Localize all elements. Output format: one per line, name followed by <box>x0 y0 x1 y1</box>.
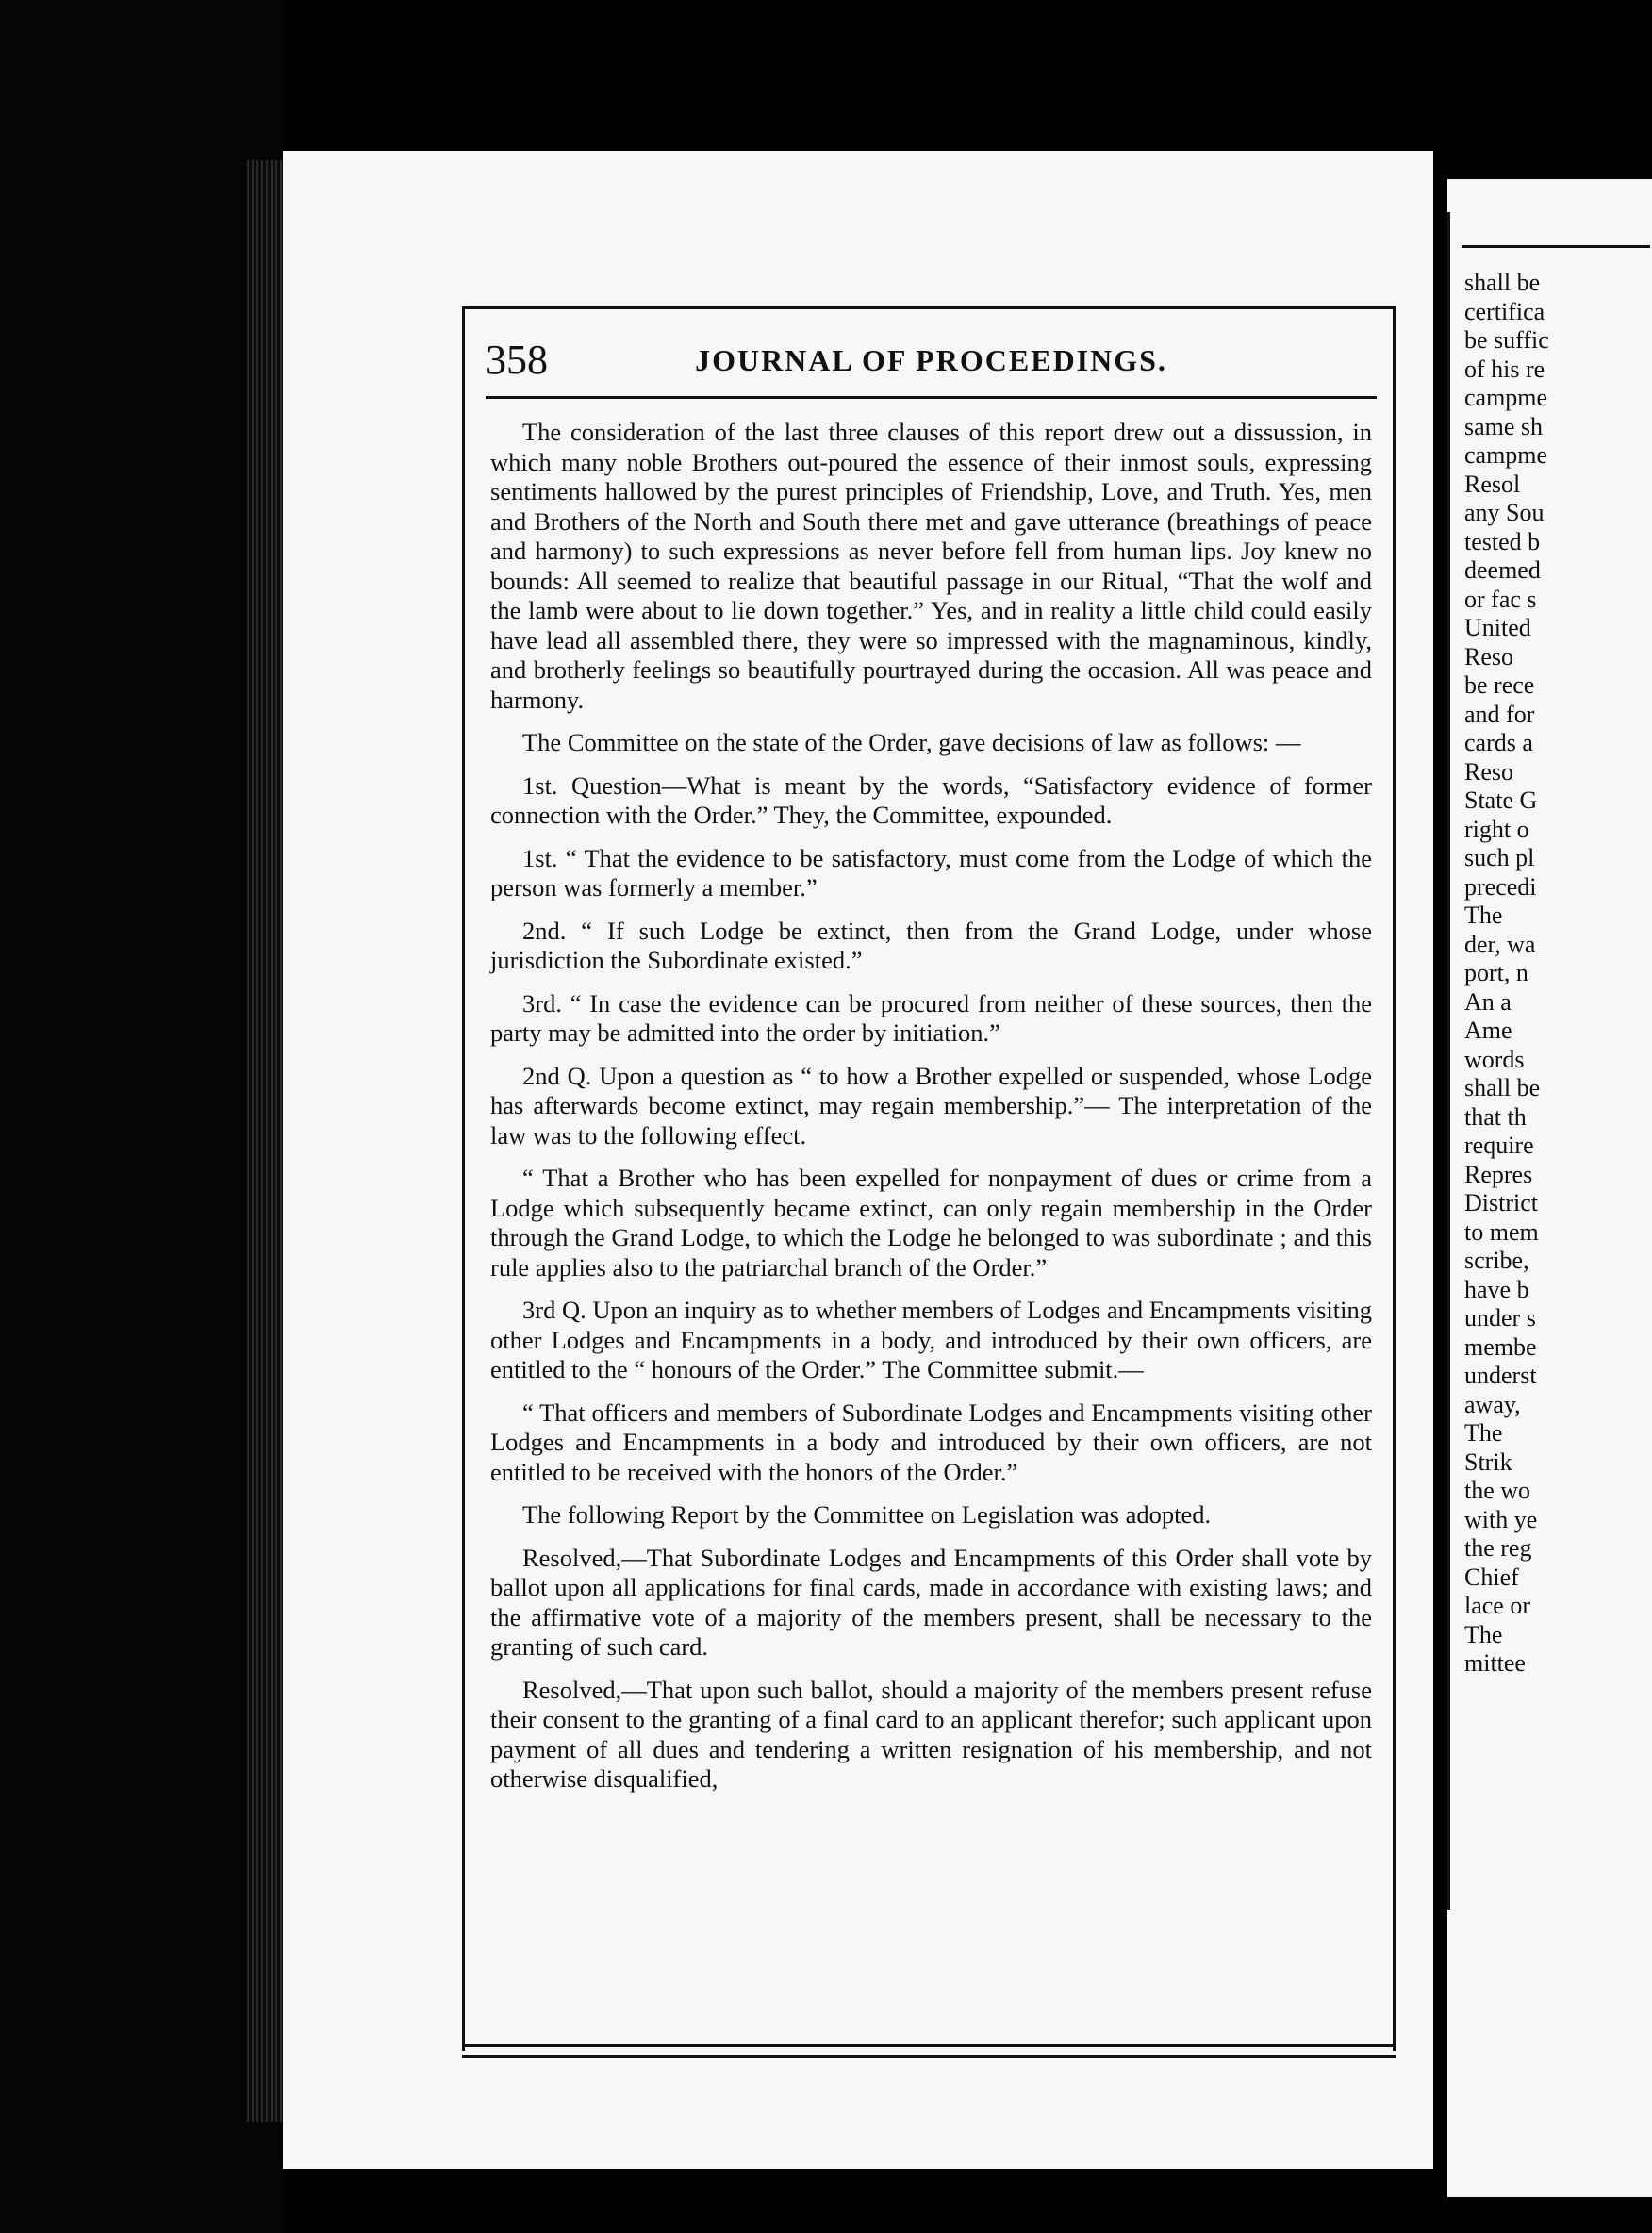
book-spine <box>0 0 283 2233</box>
right-page-line: der, wa <box>1464 930 1536 958</box>
header-rule <box>486 396 1377 399</box>
paragraph: 2nd Q. Upon a question as “ to how a Brother expelled or suspended, whose Lodge has afterwards become extinct, may regain membership.”— The interpretation of the law was to the following effect. <box>490 1061 1372 1150</box>
right-page-line: have b <box>1464 1275 1529 1303</box>
running-title: JOURNAL OF PROCEEDINGS. <box>695 343 1167 377</box>
right-page-border <box>1447 212 1450 1910</box>
right-page-line: membe <box>1464 1332 1537 1361</box>
right-page-line: Ame <box>1464 1017 1512 1044</box>
paragraph: 2nd. “ If such Lodge be extinct, then from the Grand Lodge, under whose jurisdiction the Subordinate existed.” <box>490 916 1372 974</box>
right-page-line: Resol <box>1464 470 1521 498</box>
right-page-line: Strik <box>1464 1447 1512 1476</box>
paragraph: 3rd Q. Upon an inquiry as to whether members of Lodges and Encampments visiting other Lodges and Encampments in a body, and introduced by their own officers, are entitled to the “ honours of the Order.” The Committee submit.— <box>490 1296 1372 1383</box>
right-page-line: certifica <box>1464 297 1545 325</box>
right-page-line: The <box>1464 1620 1503 1648</box>
right-page-line: Repres <box>1464 1160 1533 1188</box>
paragraph: Resolved,—That Subordinate Lodges and Encampments of this Order shall vote by ballot upon all applications for final cards, made in accordance with existing laws; and the affirmative vote of a majority of the members present, shall be necessary to the granting of such card. <box>490 1543 1372 1661</box>
paragraph: The following Report by the Committee on Legislation was adopted. <box>522 1500 1212 1529</box>
right-page-line: mittee <box>1464 1649 1526 1677</box>
right-page-line: words <box>1464 1045 1525 1073</box>
right-page-line: the wo <box>1464 1477 1531 1504</box>
right-page-line: shall be <box>1464 1074 1541 1101</box>
paragraph: The Committee on the state of the Order, gave decisions of law as follows: — <box>522 728 1301 756</box>
right-page-line: campme <box>1464 441 1548 469</box>
right-page-line: such pl <box>1464 844 1535 871</box>
paragraph: The consideration of the last three clauses of this report drew out a dissussion, in which many noble Brothers out-poured the essence of their inmost souls, expressing sentiments hallowed by the purest principles of Friendship, Love, and Truth. Yes, men and Brothers of the North and South there met and gave utterance (breathings of peace and harmony) to such expressions as never before fell from human lips. Joy knew no bounds: All seemed to realize that beautiful passage in our Ritual, “That the wolf and the lamb were about to lie down together.” Yes, and in reality a little child could easily have lead all assembled there, they were so impressed with the magnaminous, kindly, and brotherly feelings so beautifully pourtrayed during the occasion. All was peace and harmony. <box>490 418 1372 714</box>
right-page-line: require <box>1464 1132 1534 1159</box>
body-text <box>490 418 1372 1808</box>
right-page-line: port, n <box>1464 959 1528 986</box>
right-page-line: The <box>1464 901 1503 929</box>
right-page-line: cards a <box>1464 729 1533 756</box>
paragraph: “ That a Brother who has been expelled for nonpayment of dues or crime from a Lodge which subsequently became extinct, can only regain membership in the Order through the Grand Lodge, to which the Lodge he belonged to was subordinate ; and this rule applies also to the patriarchal branch of the Order.” <box>490 1164 1372 1282</box>
right-page-line: An a <box>1464 987 1512 1016</box>
paragraph: Resolved,—That upon such ballot, should a majority of the members present refuse their consent to the granting of a final card to an applicant therefor; such applicant upon payment of all dues and tendering a written resignation of his membership, and not otherwise disqualified, <box>490 1675 1372 1793</box>
right-page-line: Reso <box>1464 757 1513 786</box>
right-page-line: shall be <box>1464 269 1541 296</box>
right-page-line: campme <box>1464 384 1548 411</box>
right-page-line: that th <box>1464 1102 1527 1131</box>
right-page-line: same sh <box>1464 412 1544 440</box>
paragraph: 1st. Question—What is meant by the words, “Satisfactory evidence of former connection with the Order.” They, the Committee, expounded. <box>490 770 1372 829</box>
right-page-line: The <box>1464 1419 1503 1447</box>
right-page-line: or fac s <box>1464 585 1537 613</box>
page-edges <box>247 160 283 2122</box>
right-page-line: and for <box>1464 700 1535 728</box>
right-page-line: be suffic <box>1464 326 1549 354</box>
page-border-bottom <box>462 2044 1396 2058</box>
right-page-line: underst <box>1464 1362 1537 1389</box>
right-page-line: any Sou <box>1464 499 1545 526</box>
right-page-line: to mem <box>1464 1217 1539 1246</box>
right-page-line: scribe, <box>1464 1247 1529 1274</box>
right-page-text <box>1464 269 1652 1679</box>
page-header <box>486 328 1377 394</box>
right-page-line: under s <box>1464 1304 1536 1332</box>
right-page <box>1447 179 1652 2197</box>
right-page-line: the reg <box>1464 1534 1532 1562</box>
right-page-line: lace or <box>1464 1592 1531 1619</box>
right-page-line: of his re <box>1464 355 1545 383</box>
page-number: 358 <box>486 337 548 383</box>
right-page-line: be rece <box>1464 671 1535 699</box>
right-page-line: right o <box>1464 815 1529 843</box>
right-page-line: Reso <box>1464 642 1513 670</box>
right-page-line: tested b <box>1464 527 1541 555</box>
right-page-line: United <box>1464 614 1531 641</box>
right-page-line: with ye <box>1464 1505 1538 1533</box>
paragraph: 1st. “ That the evidence to be satisfactory, must come from the Lodge of which the person was formerly a member.” <box>490 843 1372 901</box>
paragraph: 3rd. “ In case the evidence can be procured from neither of these sources, then the party may be admitted into the order by initiation.” <box>490 988 1372 1047</box>
right-page-header-rule <box>1462 245 1650 248</box>
right-page-line: State G <box>1464 786 1538 814</box>
left-page <box>283 151 1433 2169</box>
right-page-line: Chief <box>1464 1563 1519 1591</box>
paragraph: “ That officers and members of Subordinate Lodges and Encampments visiting other Lodges and Encampments in a body and introduced by their own officers, are not entitled to be received with the honors of the Order.” <box>490 1398 1372 1486</box>
right-page-line: deemed <box>1464 556 1541 584</box>
right-page-line: District <box>1464 1189 1538 1216</box>
right-page-line: precedi <box>1464 872 1537 901</box>
right-page-line: away, <box>1464 1390 1521 1418</box>
